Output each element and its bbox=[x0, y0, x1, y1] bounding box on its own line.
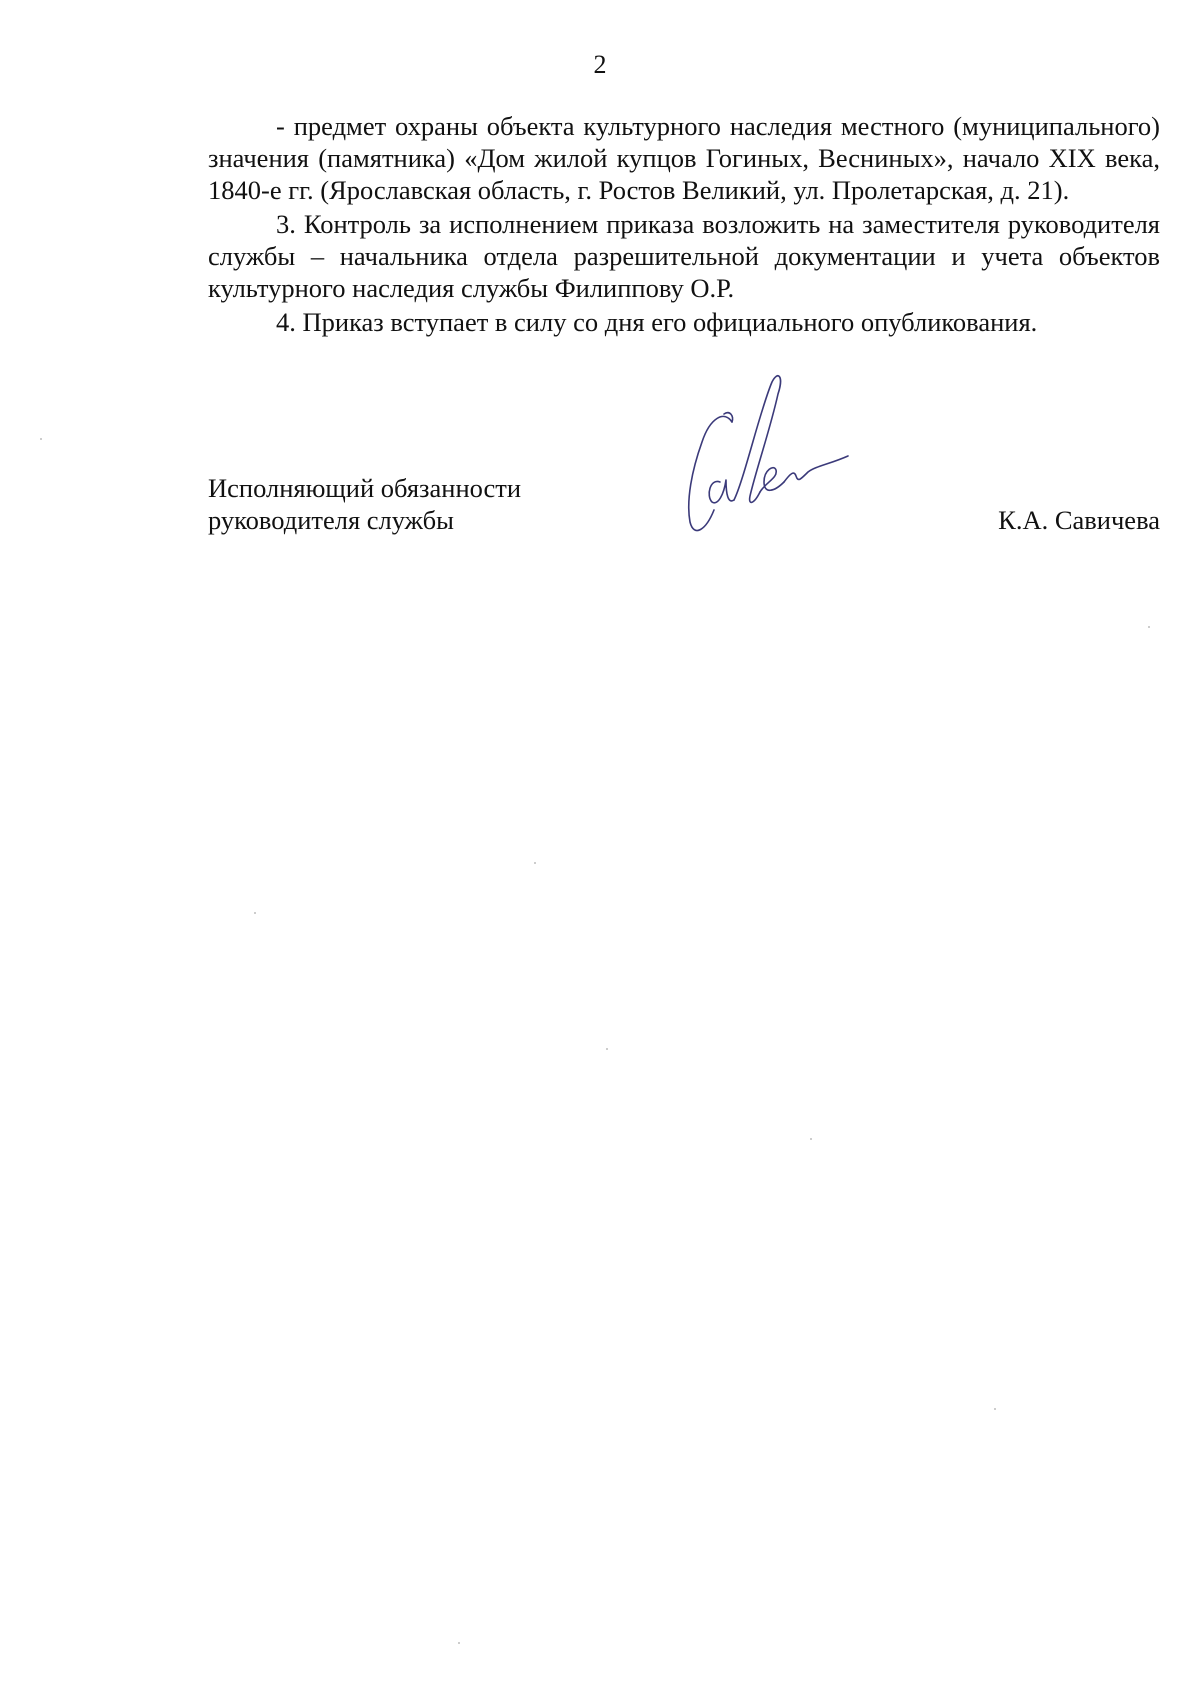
scan-speck bbox=[994, 1408, 996, 1410]
document-body bbox=[208, 110, 1160, 340]
page-number: 2 bbox=[593, 50, 607, 79]
paragraph-control: 3. Контроль за исполнением приказа возложить на заместителя руководителя службы – начальника отдела разрешительной документации и учета объектов культурного наследия службы Филиппову О.Р. bbox=[208, 209, 1160, 303]
scan-speck bbox=[40, 438, 42, 440]
signatory-title bbox=[208, 472, 521, 536]
handwritten-signature bbox=[680, 370, 910, 550]
paragraph-effective-date: 4. Приказ вступает в силу со дня его официального опубликования. bbox=[276, 307, 1038, 337]
signatory-title-line2: руководителя службы bbox=[208, 505, 454, 535]
scan-speck bbox=[606, 1048, 608, 1050]
scan-speck bbox=[534, 862, 536, 864]
paragraph-protection-subject: - предмет охраны объекта культурного наследия местного (муниципального) значения (памятника) «Дом жилой купцов Гогиных, Весниных», начало XIX века, 1840-е гг. (Ярославская область, г. Ростов Великий, ул. Пролетарская, д. 21). bbox=[208, 111, 1160, 205]
scan-speck bbox=[810, 1138, 812, 1140]
scan-speck bbox=[1148, 626, 1150, 628]
signatory-name: К.А. Савичева bbox=[998, 505, 1160, 535]
signatory-title-line1: Исполняющий обязанности bbox=[208, 473, 522, 503]
scan-speck bbox=[458, 1642, 460, 1644]
scan-speck bbox=[254, 912, 256, 914]
